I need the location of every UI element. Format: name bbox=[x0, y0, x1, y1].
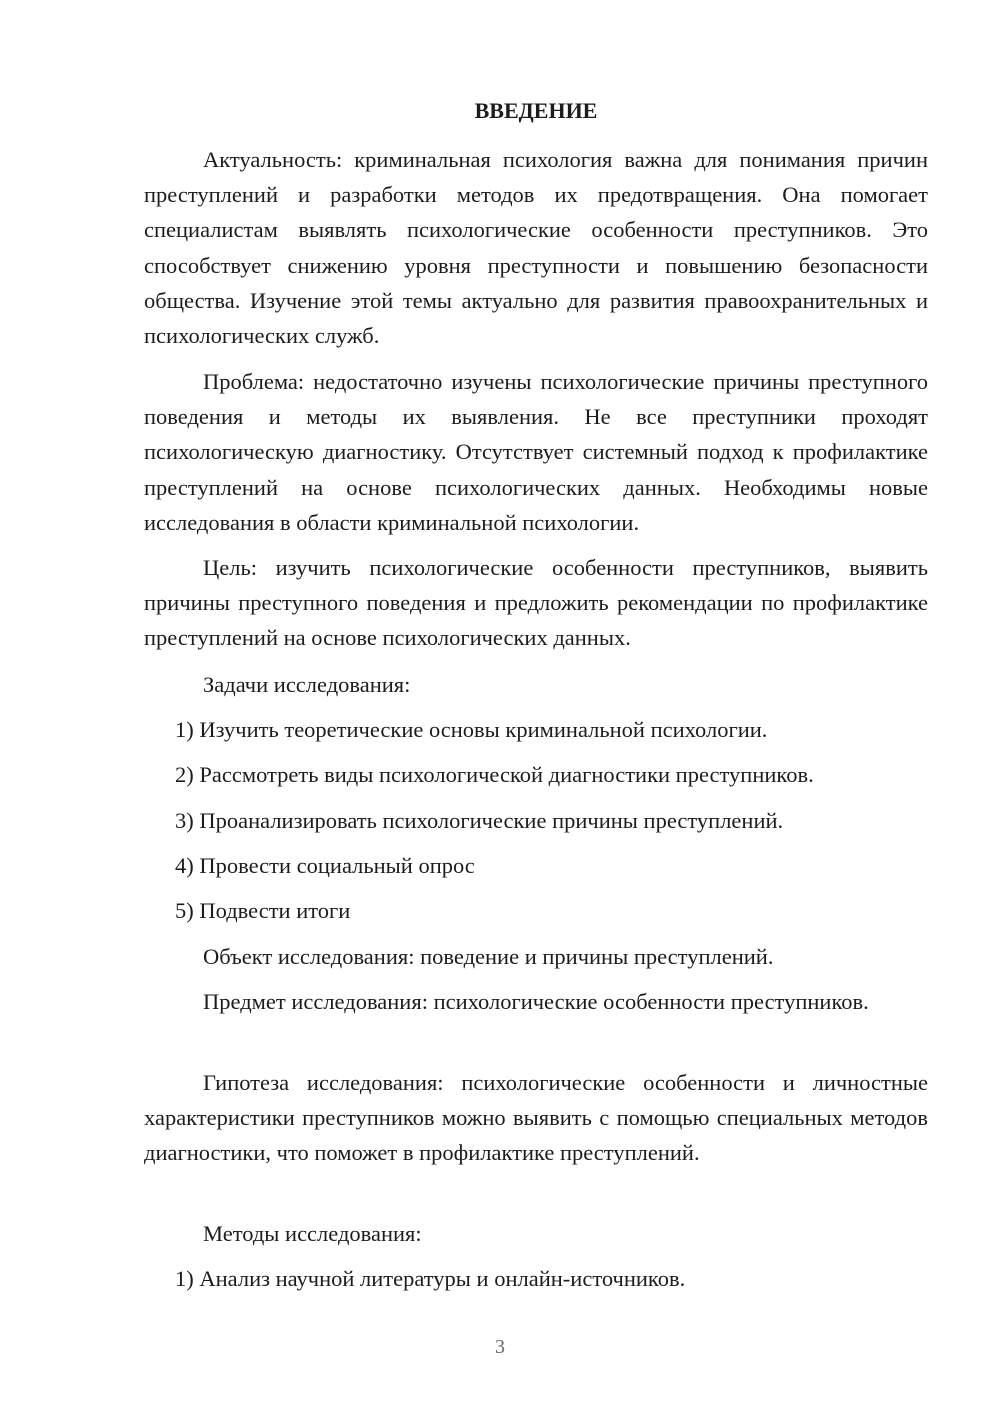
task-item-4: 4) Провести социальный опрос bbox=[175, 853, 475, 878]
paragraph-object: Объект исследования: поведение и причины преступлений. bbox=[203, 944, 774, 969]
method-item-1: 1) Анализ научной литературы и онлайн-источников. bbox=[175, 1266, 686, 1291]
page-number: 3 bbox=[495, 1336, 505, 1358]
paragraph-subject: Предмет исследования: психологические особенности преступников. bbox=[203, 989, 869, 1014]
task-item-5: 5) Подвести итоги bbox=[175, 898, 351, 923]
page-title: ВВЕДЕНИЕ bbox=[474, 98, 598, 123]
paragraph-goal: Цель: изучить психологические особенности преступников, выявить причины преступного поведения и предложить рекомендации по профилактике преступлений на основе психологических данных. bbox=[144, 555, 928, 651]
paragraph-hypothesis: Гипотеза исследования: психологические особенности и личностные характеристики преступников можно выявить с помощью специальных методов диагностики, что поможет в профилактике преступлений. bbox=[144, 1070, 928, 1166]
paragraph-relevance: Актуальность: криминальная психология важна для понимания причин преступлений и разработки методов их предотвращения. Она помогает специалистам выявлять психологические особенности преступников. Это способствует снижению уровня преступности и повышению безопасности общества. Изучение этой темы актуально для развития правоохранительных и психологических служб. bbox=[144, 147, 928, 349]
task-item-2: 2) Рассмотреть виды психологической диагностики преступников. bbox=[175, 762, 814, 787]
paragraph-problem: Проблема: недостаточно изучены психологические причины преступного поведения и методы их выявления. Не все преступники проходят психологическую диагностику. Отсутствует системный подход к профилактике преступлений на основе психологических данных. Необходимы новые исследования в области криминальной психологии. bbox=[144, 369, 928, 535]
task-item-3: 3) Проанализировать психологические причины преступлений. bbox=[175, 808, 784, 833]
task-item-1: 1) Изучить теоретические основы криминальной психологии. bbox=[175, 717, 768, 742]
methods-heading: Методы исследования: bbox=[203, 1221, 422, 1246]
tasks-heading: Задачи исследования: bbox=[203, 672, 411, 697]
